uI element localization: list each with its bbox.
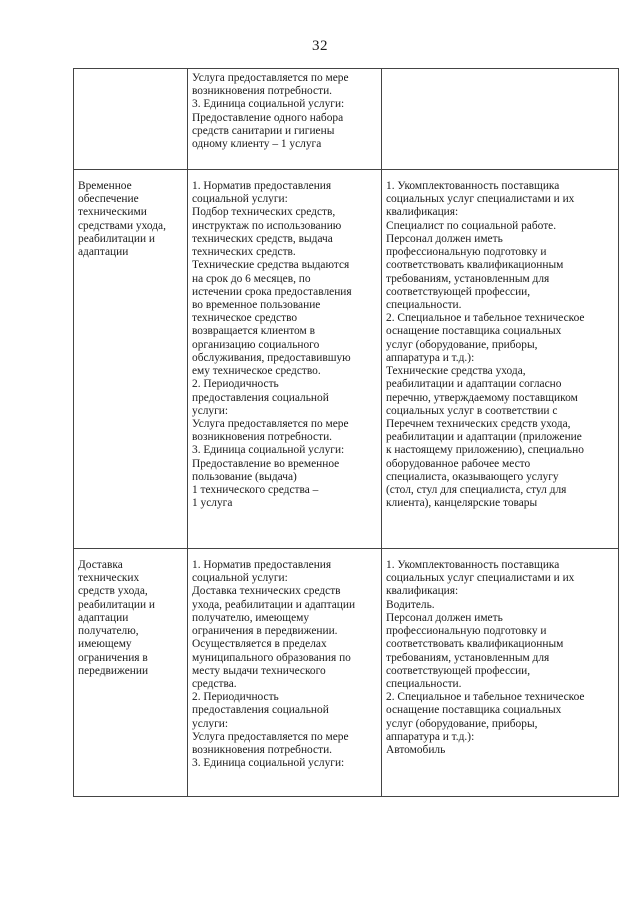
text-line: 1 услуга [192, 497, 233, 510]
text-line: получателю, имеющему [192, 611, 310, 624]
text-line: соответствовать квалификационным [386, 638, 564, 651]
text-line: Услуга предоставляется по мере [192, 730, 349, 743]
text-line: социальной услуги: [192, 193, 288, 206]
text-line: Персонал должен иметь [386, 611, 503, 624]
text-line: возникновения потребности. [192, 431, 333, 444]
text-line: (стол, стул для специалиста, стул для [386, 484, 567, 497]
text-line: клиента), канцелярские товары [386, 497, 538, 510]
text-line: оснащение поставщика социальных [386, 325, 562, 338]
text-line: оборудованное рабочее место [386, 457, 531, 470]
text-line: Технические средства выдаются [192, 259, 350, 272]
text-line: социальных услуг в соответствии с [386, 404, 558, 417]
text-line: реабилитации и адаптации (приложение [386, 431, 582, 444]
text-line: профессиональную подготовку и [386, 246, 547, 259]
text-line: обслуживания, предоставившую [192, 351, 351, 364]
text-line: возникновения потребности. [192, 85, 333, 98]
text-line: 1. Укомплектованность поставщика [386, 180, 560, 192]
text-line: аппаратура и т.д.): [386, 351, 475, 364]
text-line: услуг (оборудование, приборы, [386, 717, 538, 730]
text-line: технических средств. [192, 246, 296, 259]
services-table [73, 68, 619, 797]
text-line: обеспечение [78, 193, 139, 206]
text-line: перечню, утверждаемому поставщиком [386, 391, 578, 404]
text-line: Специалист по социальной работе. [386, 219, 557, 232]
service-name-cell [74, 170, 188, 549]
text-line: 2. Периодичность [192, 691, 279, 704]
table-row-continuation [74, 69, 619, 170]
text-line: социальных услуг специалистами и их [386, 193, 575, 206]
text-line: Перечнем технических средств ухода, [386, 417, 571, 430]
text-line: ограничения в передвижении. [192, 625, 338, 638]
text-line: средств санитарии и гигиены [192, 124, 335, 137]
text-line: средствами ухода, [78, 219, 166, 232]
text-line: 2. Специальное и табельное техническое [386, 312, 585, 325]
text-line: Технические средства ухода, [386, 365, 526, 378]
text-line: Доставка технических средств [192, 585, 341, 598]
text-line: специалиста, оказывающего услугу [386, 470, 559, 483]
table-row-delivery [74, 549, 619, 797]
text-line: передвижении [78, 664, 149, 677]
text-line: к настоящему приложению), специально [386, 444, 584, 457]
service-standard-cell [188, 69, 382, 170]
text-line: 2. Специальное и табельное техническое [386, 691, 585, 704]
service-conditions-cell [382, 170, 619, 549]
text-line: профессиональную подготовку и [386, 625, 547, 638]
text-line: 3. Единица социальной услуги: [192, 444, 345, 457]
text-line: Услуга предоставляется по мере [192, 417, 349, 430]
text-line: имеющему [78, 638, 132, 651]
text-line: ему техническое средство. [192, 365, 321, 378]
text-line: муниципального образования по [192, 651, 351, 664]
text-line: одному клиенту – 1 услуга [192, 138, 322, 151]
text-line: возвращается клиентом в [192, 325, 315, 338]
text-line: инструктаж по использованию [192, 219, 342, 232]
text-line: 3. Единица социальной услуги: [192, 98, 345, 111]
text-line: 1 технического средства – [192, 484, 319, 497]
text-line: 2. Периодичность [192, 378, 279, 391]
text-line: на срок до 6 месяцев, по [192, 272, 311, 285]
text-line: социальной услуги: [192, 572, 288, 585]
text-line: Предоставление одного набора [192, 111, 344, 124]
service-name-cell [74, 69, 188, 170]
text-line: Временное [78, 180, 132, 192]
text-line: Персонал должен иметь [386, 232, 503, 245]
text-line: Услуга предоставляется по мере [192, 72, 349, 84]
text-line: организацию социального [192, 338, 320, 351]
text-line: квалификация: [386, 585, 459, 598]
text-line: технических [78, 572, 140, 585]
text-line: средств ухода, [78, 585, 148, 598]
text-line: Подбор технических средств, [192, 206, 336, 219]
text-line: 1. Укомплектованность поставщика [386, 559, 560, 571]
text-line: предоставления социальной [192, 391, 329, 404]
text-line: соответствующей профессии, [386, 285, 531, 298]
text-line: ухода, реабилитации и адаптации [192, 598, 356, 611]
text-line: реабилитации и адаптации согласно [386, 378, 562, 391]
text-line: соответствующей профессии, [386, 664, 531, 677]
text-line: требованиям, установленным для [386, 651, 550, 664]
text-line: Предоставление во временное [192, 457, 340, 470]
text-line: специальности. [386, 298, 462, 311]
text-line: услуги: [192, 404, 229, 417]
text-line: Водитель. [386, 598, 435, 611]
text-line: реабилитации и [78, 598, 156, 611]
text-line: реабилитации и [78, 232, 156, 245]
text-line: получателю, [78, 625, 139, 638]
text-line: 1. Норматив предоставления [192, 180, 332, 192]
text-line: 1. Норматив предоставления [192, 559, 332, 571]
text-line: Доставка [78, 559, 123, 571]
text-line: во временное пользование [192, 298, 321, 311]
text-line: предоставления социальной [192, 704, 329, 717]
text-line: специальности. [386, 677, 462, 690]
page-number: 32 [312, 38, 328, 54]
text-line: соответствовать квалификационным [386, 259, 564, 272]
text-line: услуг (оборудование, приборы, [386, 338, 538, 351]
service-conditions-cell [382, 549, 619, 797]
text-line: квалификация: [386, 206, 459, 219]
text-line: 3. Единица социальной услуги: [192, 757, 345, 770]
text-line: техническое средство [192, 312, 298, 325]
text-line: социальных услуг специалистами и их [386, 572, 575, 585]
service-standard-cell [188, 549, 382, 797]
text-line: услуги: [192, 717, 229, 730]
text-line: оснащение поставщика социальных [386, 704, 562, 717]
text-line: технических средств, выдача [192, 232, 333, 245]
text-line: техническими [78, 206, 147, 219]
text-line: пользование (выдача) [192, 470, 297, 483]
service-conditions-cell [382, 69, 619, 170]
text-line: истечении срока предоставления [192, 285, 352, 298]
text-line: адаптации [78, 611, 129, 624]
text-line: средства. [192, 677, 237, 690]
text-line: адаптации [78, 246, 129, 259]
service-name-cell [74, 549, 188, 797]
text-line: Осуществляется в пределах [192, 638, 327, 651]
text-line: ограничения в [78, 651, 148, 664]
table-row-temporary-provision [74, 170, 619, 549]
text-line: аппаратура и т.д.): [386, 730, 475, 743]
text-line: месту выдачи технического [192, 664, 326, 677]
service-standard-cell [188, 170, 382, 549]
text-line: Автомобиль [386, 744, 446, 757]
text-line: возникновения потребности. [192, 744, 333, 757]
text-line: требованиям, установленным для [386, 272, 550, 285]
